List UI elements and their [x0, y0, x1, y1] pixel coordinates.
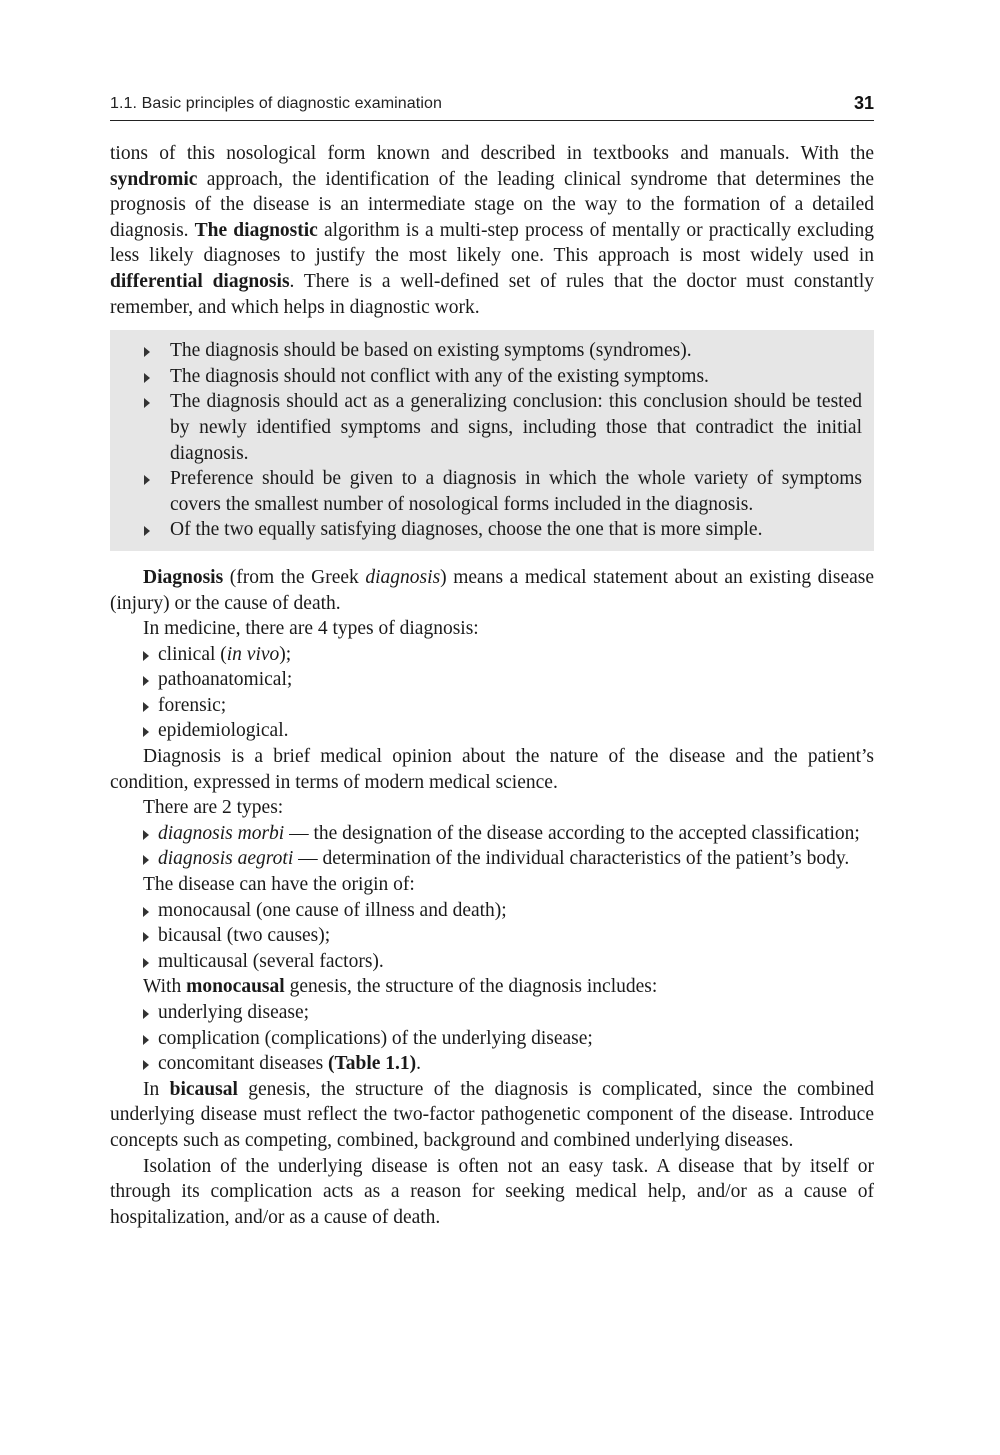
list-item: concomitant diseases (Table 1.1). — [143, 1051, 874, 1077]
paragraph-bicausal: In bicausal genesis, the structure of the diagnosis is complicated, since the combined underlying disease must reflect the two-factor pathogenetic component of the disease. Introduce concepts such as competing, combined, background and combined underlying diseases. — [110, 1078, 875, 1151]
term-diagnostic: The diagnostic — [194, 219, 318, 241]
bullet-arrow-icon — [143, 855, 149, 865]
list-item: monocausal (one cause of illness and death); — [143, 898, 874, 924]
two-types-list — [143, 821, 874, 872]
rules-list — [140, 338, 862, 543]
running-header — [110, 92, 874, 121]
bullet-arrow-icon — [144, 347, 150, 357]
bullet-arrow-icon — [143, 651, 149, 661]
page-number: 31 — [853, 93, 874, 113]
list-item: multicausal (several factors). — [143, 949, 874, 975]
paragraph-isolation: Isolation of the underlying disease is often not an easy task. A disease that by itself or through its complication acts as a reason for seeking medical help, and/or as a cause of hospitalization, and/or as a cause of death. — [110, 1155, 874, 1228]
list-item: epidemiological. — [143, 718, 874, 744]
bullet-arrow-icon — [143, 830, 149, 840]
bullet-arrow-icon — [143, 676, 149, 686]
term-syndromic: syndromic — [110, 168, 198, 190]
list-item: The diagnosis should be based on existing symptoms (syndromes). — [140, 338, 862, 364]
two-types-intro: There are 2 types: — [143, 797, 284, 819]
origin-intro: The disease can have the origin of: — [143, 874, 415, 896]
list-item: complication (complications) of the underlying disease; — [143, 1026, 874, 1052]
term-differential: differential diagnosis — [110, 270, 290, 292]
paragraph-brief-opinion: Diagnosis is a brief medical opinion about the nature of the disease and the patient’s condition, expressed in terms of modern medical science. — [110, 746, 874, 793]
table-reference: (Table 1.1) — [328, 1053, 417, 1075]
rules-box — [110, 330, 874, 551]
list-item: diagnosis morbi — the designation of the disease according to the accepted classification; — [143, 821, 874, 847]
bullet-arrow-icon — [144, 526, 150, 536]
list-item: underlying disease; — [143, 1000, 874, 1026]
bullet-arrow-icon — [144, 475, 150, 485]
list-item: forensic; — [143, 693, 874, 719]
bullet-arrow-icon — [143, 958, 149, 968]
bullet-arrow-icon — [144, 373, 150, 383]
structure-list — [143, 1000, 874, 1077]
section-title: 1.1. Basic principles of diagnostic examination — [110, 95, 442, 112]
list-item: Preference should be given to a diagnosis in which the whole variety of symptoms covers the smallest number of nosological forms included in the diagnosis. — [140, 466, 862, 517]
types-intro: In medicine, there are 4 types of diagnosis: — [143, 618, 479, 640]
list-item: pathoanatomical; — [143, 667, 874, 693]
list-item: The diagnosis should not conflict with any of the existing symptoms. — [140, 364, 862, 390]
list-item: diagnosis aegroti — determination of the individual characteristics of the patient’s body. — [143, 846, 874, 872]
bullet-arrow-icon — [143, 1035, 149, 1045]
paragraph-approaches: tions of this nosological form known and described in textbooks and manuals. With the syndromic approach, the identification of the leading clinical syndrome that determines the prognosis of the disease is an intermediate stage on the way to the formation of a detailed diagnosis. The diagnostic algorithm is a multi-step process of mentally or practically excluding less likely diagnoses to justify the most likely one. This approach is most widely used in differential diagnosis. There is a well-defined set of rules that the doctor must constantly remember, and which helps in diagnostic work. — [110, 143, 875, 318]
bullet-arrow-icon — [143, 932, 149, 942]
list-item: The diagnosis should act as a generalizing conclusion: this conclusion should be tested by newly identified symptoms and signs, including those that contradict the initial diagnosis. — [140, 389, 862, 466]
list-item: Of the two equally satisfying diagnoses, choose the one that is more simple. — [140, 517, 862, 543]
bullet-arrow-icon — [143, 1060, 149, 1070]
bullet-arrow-icon — [143, 727, 149, 737]
body-text — [110, 141, 874, 1230]
list-item: clinical (in vivo); — [143, 642, 874, 668]
bullet-arrow-icon — [143, 907, 149, 917]
paragraph-diagnosis-definition: Diagnosis (from the Greek diagnosis) means a medical statement about an existing disease (injury) or the cause of death. — [110, 566, 874, 614]
bullet-arrow-icon — [144, 398, 150, 408]
origin-list — [143, 898, 874, 975]
list-item: bicausal (two causes); — [143, 923, 874, 949]
bullet-arrow-icon — [143, 1009, 149, 1019]
monocausal-intro: With monocausal genesis, the structure of the diagnosis includes: — [143, 976, 658, 998]
bullet-arrow-icon — [143, 702, 149, 712]
types-list — [143, 642, 874, 744]
